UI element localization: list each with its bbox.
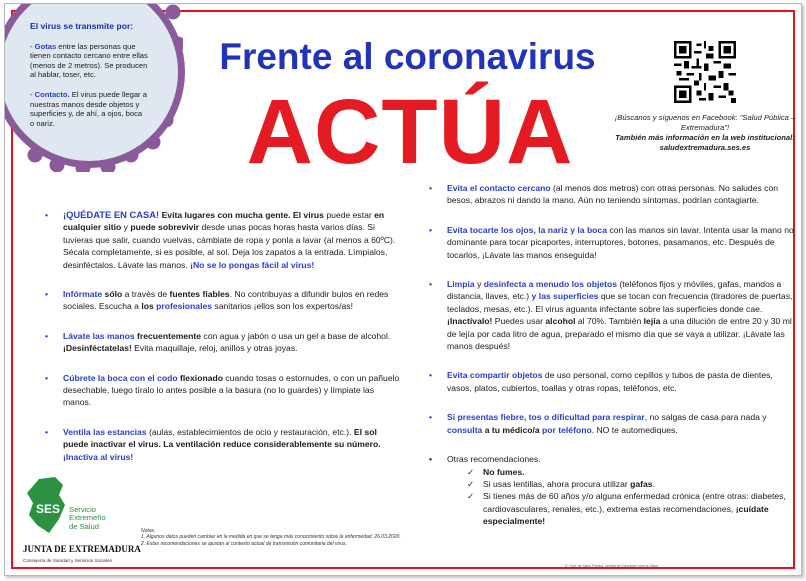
list-item: • Evita tocarte los ojos, la nariz y la boca con las manos sin lavar. Intenta usar la mano no dominante para tocar picaportes, interruptores, botones, pasamanos, etc. Después de tocarlos, ¡Lávate las manos enseguida! [429,224,794,260]
list-item: • Si presentas fiebre, tos o dificultad para respirar, no salgas de casa para nada y consulta a tu médico/a por teléfono. NO te automediques. [429,412,767,435]
recommendation-item: ✓ Si usas lentillas, ahora procura utilizar gafas. [467,478,655,489]
left-column [41,209,401,480]
poster-title: Frente al coronavirus [219,36,596,77]
list-item: • Evita compartir objetos de uso personal, como cepillos y tubos de pasta de dientes, vasos, platos, cubiertos, toallas y otras ropas, teléfonos, etc. [429,370,773,393]
other-recommendations [447,466,795,528]
list-item: • Limpia y desinfecta a menudo los objetos (teléfonos fijos y móviles, gafas, mandos a distancia, llaves, etc.) y las superficies que se tocan con frecuencia (tiradores de puertas, teclados, mesas, etc.). El virus aguanta infectante sobre las superficies donde cae. ¡Inactívalo! Puedes usar alcohol al 70%. También lejía a una dilución de entre 20 y 30 ml de lejía por cada litro de agua, preparado el mismo día que se vaya a utilizar. ¡Lávate las manos después! [429,279,793,352]
notes-title: Notas. [141,528,156,534]
list-item: • ¡QUÉDATE EN CASA! Evita lugares con mucha gente. El virus puede estar en cualquier sitio y puede sobrevivir desde unas pocas horas hasta varios días. Si tuvieras que salir, cuando vuelvas, cámbiate de ropa y ponla a lavar (al menos a 60ºC). Sécala completamente, si es posible, al sol. Deja los zapatos a la entrada. Límpialos, desinféctalos. Lávate las manos. ¡No se lo pongas fácil al virus! [45,209,396,270]
contacto-paragraph: - Contacto. El virus puede llegar a nuestras manos desde objetos y superficies y, de ahí, a ojos, boca o nariz. [30,89,147,128]
list-item: • Otras recomendaciones. ✓ No fumes. ✓ Si usas lentillas, ahora procura utilizar gafas. ✓ Si tienes más de 60 años y/o alguna enfermedad crónica (entre otras: diabetes, cardiovasculares, renales, etc.), extrema estas recomendaciones, ¡cuídate especialmente! [425,453,795,527]
recommendation-item: ✓ Si tienes más de 60 años y/o alguna enfermedad crónica (entre otras: diabetes, cardiovasculares, renales, etc.), extrema estas recomendaciones, ¡cuídate especialmente! [467,491,786,527]
consejeria-text: Consejería de Sanidad y Servicios Sociales [23,558,112,563]
ses-name: Servicio Extremeño de Salud [69,505,106,531]
qr-code [674,41,736,103]
credit-text: D. Gral. de Salud Pública. Unidad de Educación para la Salud [565,564,659,568]
note-1: 1. Algunos datos pueden cambiar en la medida en que se tenga más conocimiento sobre la enfermedad. 26.03.2020. [141,534,401,541]
check-icon: ✓ [467,466,475,477]
social-info [610,113,800,153]
transmission-info [30,22,148,138]
check-icon: ✓ [467,491,475,502]
recommendation-item: ✓ No fumes. [467,466,525,477]
list-item: • Infórmate sólo a través de fuentes fiables. No contribuyas a difundir bulos en redes sociales. Escucha a los profesionales sanitarios ¡ellos son los expertos/as! [45,289,389,312]
transmission-title: El virus se transmite por: [30,21,134,31]
web-text: También más información en la web institucional: saludextremadura.ses.es [615,133,795,152]
note-2: 2. Estas recomendaciones se ajustan al contexto actual de transmisión comunitaria del virus. [141,540,347,547]
right-column [425,182,795,528]
poster-headline: ACTÚA [246,81,574,183]
list-item: • Evita el contacto cercano (al menos dos metros) con otras personas. No saludes con besos, abrazos ni dando la mano. Aún no teniendo síntomas, podrían contagiarte. [429,183,779,206]
list-item: • Cúbrete la boca con el codo flexionado cuando tosas o estornudes, o con un pañuelo desechable, luego tíralo lo antes posible a la basura (no lo guardes) y límpiate las manos. [45,372,400,408]
gotas-paragraph: - Gotas entre las personas que tienen contacto cercano entre ellas (menos de 2 metros). Se producen al hablar, toser, etc. [30,41,148,80]
notes [141,528,411,547]
list-item: • Lávate las manos frecuentemente con agua y jabón o usa un gel a base de alcohol. ¡Desinféctatelas! Evita maquillaje, reloj, anillos y otras joyas. [45,330,391,354]
check-icon: ✓ [467,478,475,489]
facebook-text: ¡Búscanos y síguenos en Facebook: "Salud Pública – Extremadura"! [614,113,796,132]
junta-logo: JUNTA DE EXTREMADURA [23,544,141,554]
list-item: • Ventila las estancias (aulas, establecimientos de ocio y restauración, etc.). El sol puede inactivar el virus. La ventilación reduce considerablemente su número. ¡Inactiva al virus! [45,426,381,462]
poster [4,3,802,576]
svg-text:SES: SES [36,502,61,516]
